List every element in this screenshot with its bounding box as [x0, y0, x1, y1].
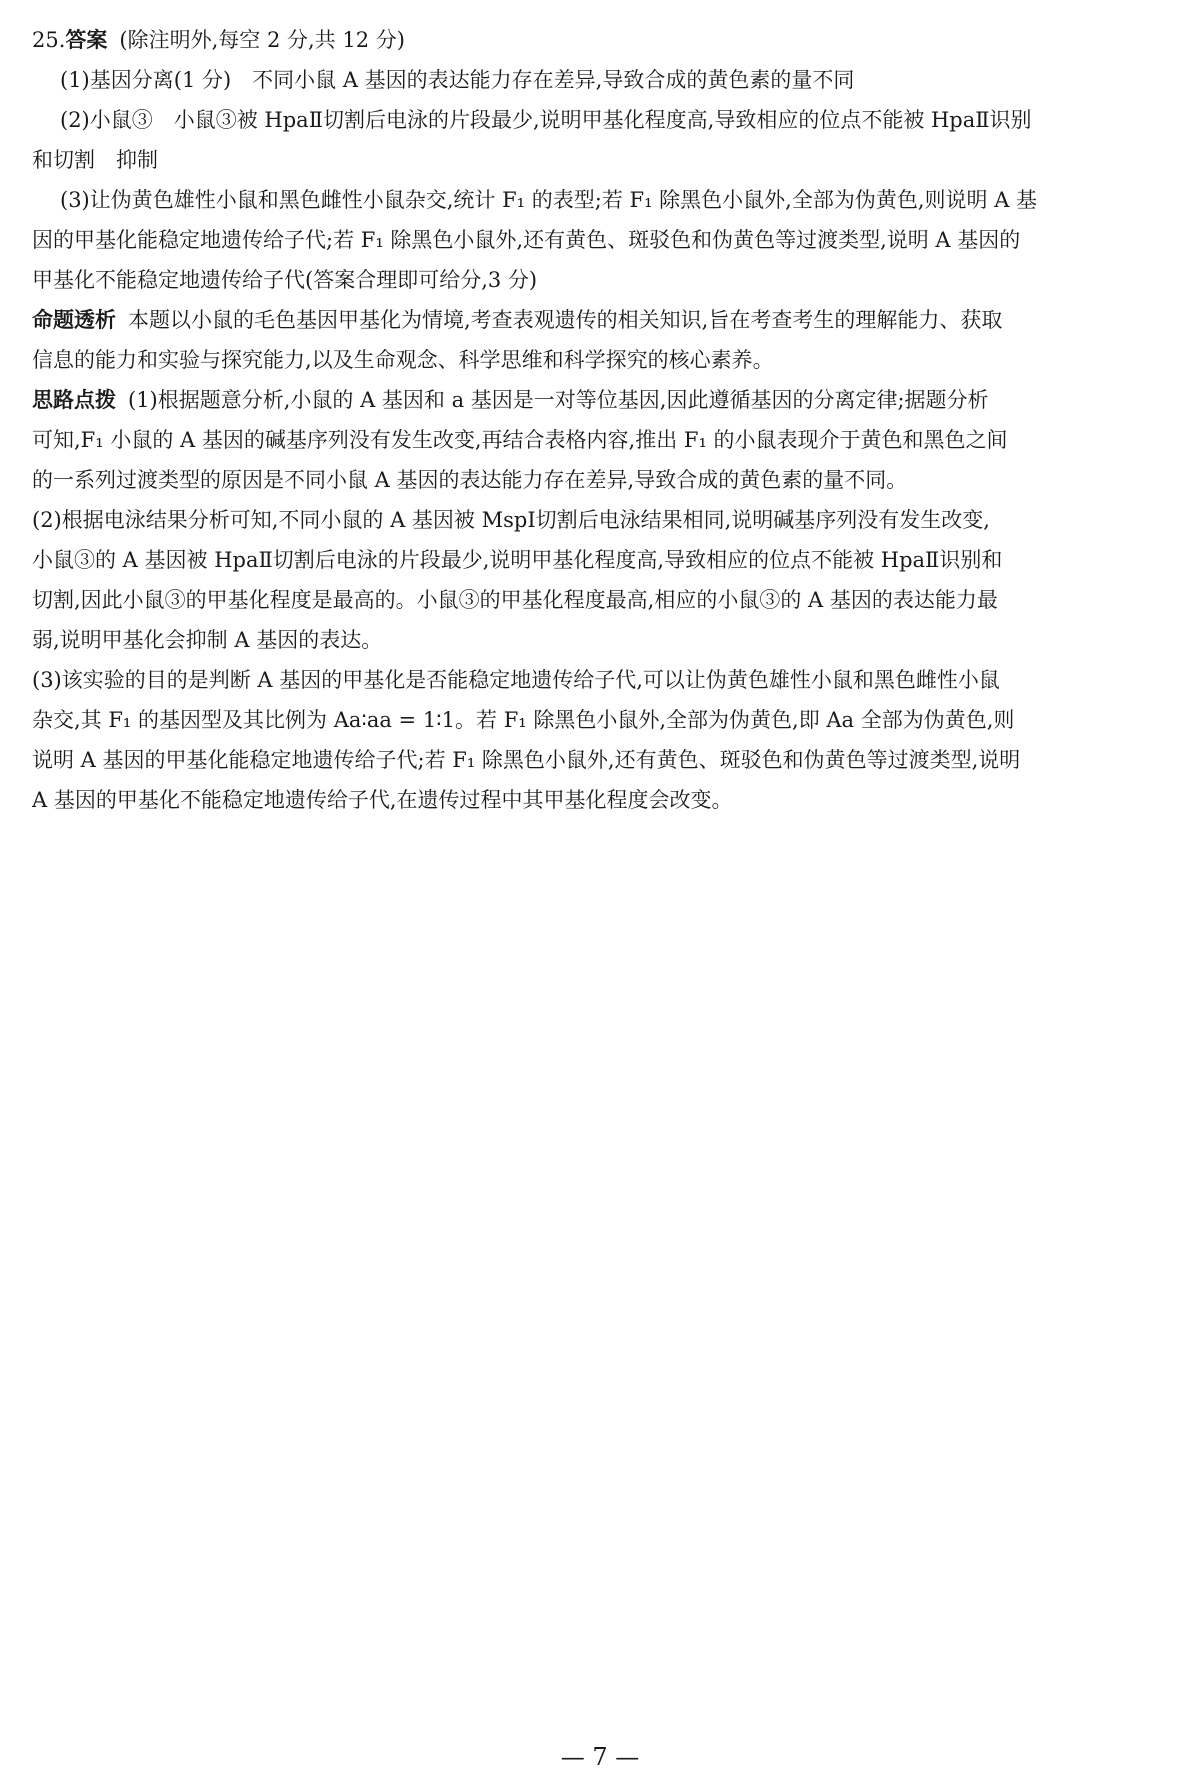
score-note: (除注明外,每空 2 分,共 12 分) — [119, 28, 405, 52]
answer-label: 答案 — [65, 28, 108, 52]
analysis-label: 命题透析 — [32, 308, 116, 332]
answer-line: (3)让伪黄色雄性小鼠和黑色雌性小鼠杂交,统计 F₁ 的表型;若 F₁ 除黑色小鼠外,全部为伪黄色,则说明 A 基 — [60, 188, 1038, 212]
hints-line: 可知,F₁ 小鼠的 A 基因的碱基序列没有发生改变,再结合表格内容,推出 F₁ 的小鼠表现介于黄色和黑色之间 — [32, 428, 1008, 452]
hints-line: 说明 A 基因的甲基化能稳定地遗传给子代;若 F₁ 除黑色小鼠外,还有黄色、斑驳色和伪黄色等过渡类型,说明 — [32, 748, 1021, 772]
hints-line: A 基因的甲基化不能稳定地遗传给子代,在遗传过程中其甲基化程度会改变。 — [32, 788, 733, 812]
answer-line: (1)基因分离(1 分) 不同小鼠 A 基因的表达能力存在差异,导致合成的黄色素的量不同 — [60, 68, 855, 92]
hints-line: (2)根据电泳结果分析可知,不同小鼠的 A 基因被 MspⅠ切割后电泳结果相同,说明碱基序列没有发生改变, — [32, 508, 990, 532]
analysis-text: 本题以小鼠的毛色基因甲基化为情境,考查表观遗传的相关知识,旨在考查考生的理解能力、获取 — [128, 308, 1003, 332]
hints-label: 思路点拨 — [32, 388, 116, 412]
answer-line: 和切割 抑制 — [32, 148, 158, 172]
analysis-line: 信息的能力和实验与探究能力,以及生命观念、科学思维和科学探究的核心素养。 — [32, 348, 774, 372]
hints-text: (1)根据题意分析,小鼠的 A 基因和 a 基因是一对等位基因,因此遵循基因的分离定律;据题分析 — [128, 388, 989, 412]
answer-line: (2)小鼠③ 小鼠③被 HpaⅡ切割后电泳的片段最少,说明甲基化程度高,导致相应的位点不能被 HpaⅡ识别 — [60, 108, 1032, 132]
answer-line: 因的甲基化能稳定地遗传给子代;若 F₁ 除黑色小鼠外,还有黄色、斑驳色和伪黄色等过渡类型,说明 A 基因的 — [32, 228, 1021, 252]
answer-line: 甲基化不能稳定地遗传给子代(答案合理即可给分,3 分) — [32, 268, 538, 292]
hints-first-line — [32, 380, 1172, 420]
hints-line: 弱,说明甲基化会抑制 A 基因的表达。 — [32, 628, 383, 652]
answer-sheet — [32, 20, 1172, 820]
analysis-first-line — [32, 300, 1172, 340]
hints-line: 切割,因此小鼠③的甲基化程度是最高的。小鼠③的甲基化程度最高,相应的小鼠③的 A 基因的表达能力最 — [32, 588, 998, 612]
hints-line: 小鼠③的 A 基因被 HpaⅡ切割后电泳的片段最少,说明甲基化程度高,导致相应的位点不能被 HpaⅡ识别和 — [32, 548, 1003, 572]
hints-line: 杂交,其 F₁ 的基因型及其比例为 Aa∶aa = 1∶1。若 F₁ 除黑色小鼠外,全部为伪黄色,即 Aa 全部为伪黄色,则 — [32, 708, 1015, 732]
page-number: — 7 — — [560, 1743, 640, 1771]
question-number: 25. — [32, 28, 66, 52]
answer-header — [32, 20, 1172, 60]
hints-line: (3)该实验的目的是判断 A 基因的甲基化是否能稳定地遗传给子代,可以让伪黄色雄性小鼠和黑色雌性小鼠 — [32, 668, 1000, 692]
hints-line: 的一系列过渡类型的原因是不同小鼠 A 基因的表达能力存在差异,导致合成的黄色素的量不同。 — [32, 468, 908, 492]
